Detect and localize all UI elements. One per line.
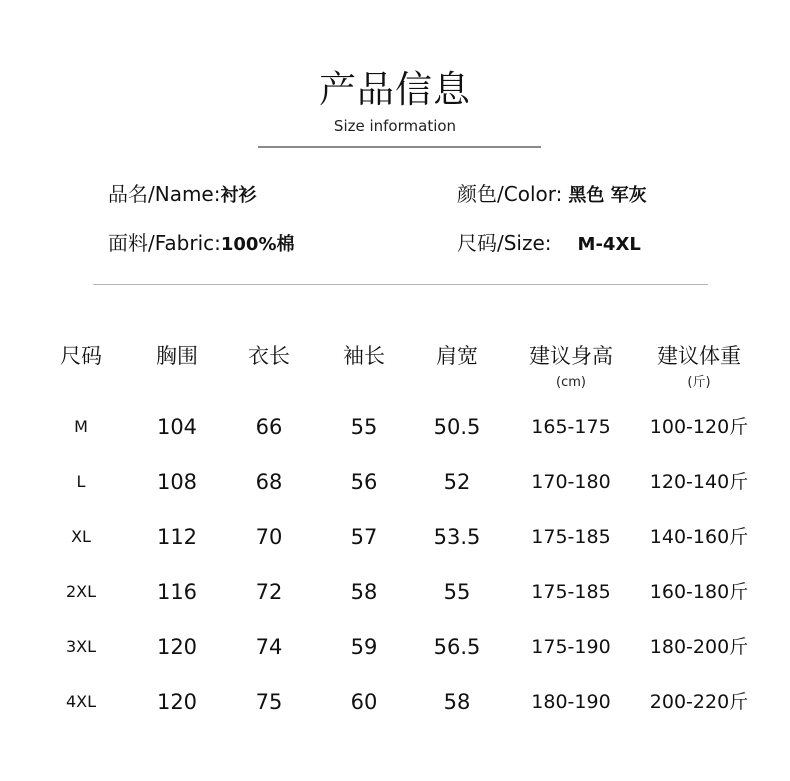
cell-chest: 120 [156,635,198,659]
cell-length: 74 [255,635,283,659]
table-row [0,462,790,502]
cell-chest: 116 [156,580,198,604]
page-title: 产品信息 [319,68,471,111]
cell-height: 180-190 [531,691,611,713]
cell-sleeve: 56 [350,470,378,494]
fabric-label: 面料/Fabric: [108,231,221,255]
size-value: M-4XL [577,234,641,255]
cell-shoulder: 52 [443,470,471,494]
cell-shoulder: 55 [443,580,471,604]
fabric-value: 100%棉 [220,234,295,255]
cell-sleeve: 58 [350,580,378,604]
table-row [0,627,790,667]
cell-shoulder: 50.5 [433,415,481,439]
cell-weight: 200-220斤 [649,691,749,713]
cell-sleeve: 57 [350,525,378,549]
cell-length: 68 [255,470,283,494]
header-height: 建议身高 [529,344,613,368]
cell-height: 165-175 [531,416,611,438]
cell-size: 3XL [65,637,97,656]
header-chest: 胸围 [156,344,198,368]
title-divider [258,146,541,148]
cell-size: L [76,472,86,491]
cell-size: XL [71,527,91,546]
header-shoulder: 肩宽 [436,344,478,368]
header-length: 衣长 [248,344,290,368]
cell-shoulder: 56.5 [433,635,481,659]
cell-size: 4XL [65,692,97,711]
header-weight: 建议体重 [657,344,741,368]
page-subtitle: Size information [333,117,457,135]
info-fabric [108,229,294,259]
color-label: 颜色/Color: [457,182,563,206]
height-unit: (cm) [556,375,586,390]
info-color [457,180,647,210]
cell-length: 70 [255,525,283,549]
cell-sleeve: 60 [350,690,378,714]
cell-chest: 108 [156,470,198,494]
cell-chest: 112 [156,525,198,549]
header-sleeve: 袖长 [343,344,385,368]
info-size [457,229,641,259]
cell-sleeve: 55 [350,415,378,439]
info-divider [93,284,708,285]
cell-height: 175-185 [531,581,611,603]
cell-chest: 120 [156,690,198,714]
table-row [0,572,790,612]
size-label: 尺码/Size: [457,231,552,255]
info-name [108,180,256,210]
cell-length: 75 [255,690,283,714]
weight-unit: (斤) [687,375,711,390]
cell-shoulder: 58 [443,690,471,714]
cell-chest: 104 [156,415,198,439]
cell-sleeve: 59 [350,635,378,659]
cell-weight: 120-140斤 [649,471,749,493]
table-row [0,517,790,557]
name-label: 品名/Name: [108,182,221,206]
cell-weight: 180-200斤 [649,636,749,658]
header-size: 尺码 [60,344,102,368]
cell-weight: 100-120斤 [649,416,749,438]
cell-weight: 140-160斤 [649,526,749,548]
cell-weight: 160-180斤 [649,581,749,603]
cell-height: 175-190 [531,636,611,658]
cell-length: 72 [255,580,283,604]
cell-height: 175-185 [531,526,611,548]
name-value: 衬衫 [220,185,257,206]
table-row [0,682,790,722]
cell-size: 2XL [65,582,97,601]
cell-size: M [74,417,88,436]
cell-length: 66 [255,415,283,439]
table-row [0,407,790,447]
cell-shoulder: 53.5 [433,525,481,549]
cell-height: 170-180 [531,471,611,493]
color-value: 黑色 军灰 [568,185,647,206]
